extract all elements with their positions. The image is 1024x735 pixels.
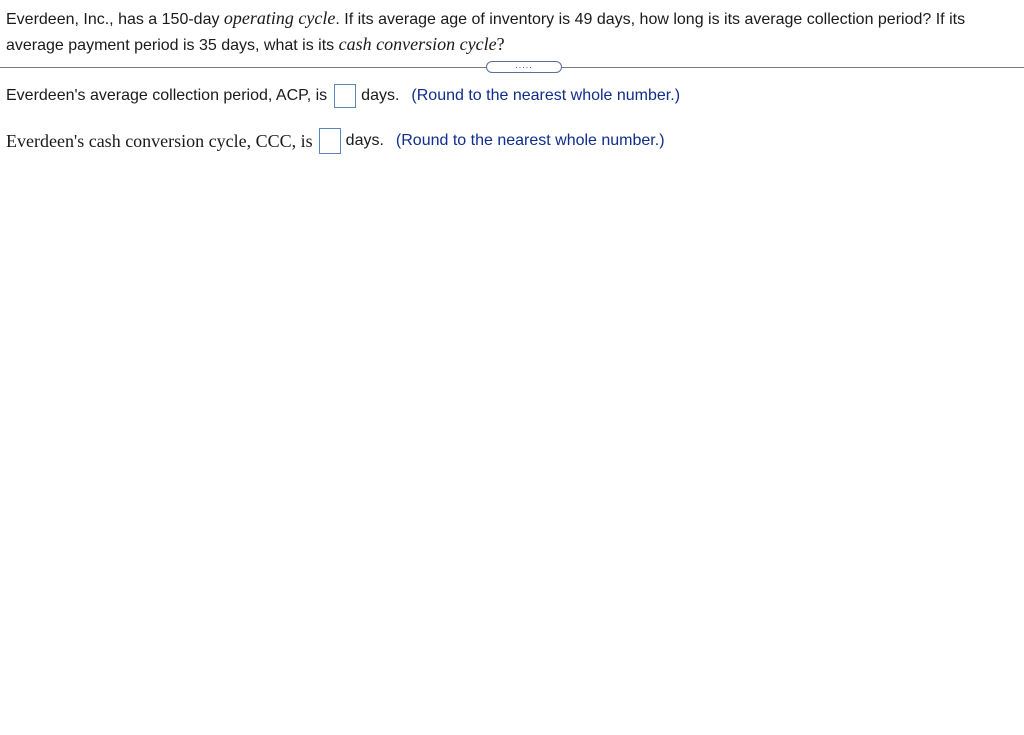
ellipsis-icon: ..... — [515, 60, 533, 70]
ccc-unit: days. — [345, 132, 384, 149]
acp-rounding-hint: (Round to the nearest whole number.) — [411, 87, 681, 104]
expand-collapse-handle[interactable] — [486, 61, 562, 73]
acp-unit: days. — [361, 87, 400, 104]
term-operating-cycle: operating cycle — [223, 8, 336, 28]
ccc-prompt: Everdeen's cash conversion cycle, CCC, is — [6, 130, 313, 151]
ccc-answer-row — [6, 128, 665, 154]
acp-answer-input[interactable] — [334, 84, 356, 108]
term-cash-conversion-cycle: cash conversion cycle — [338, 34, 497, 54]
ccc-answer-input[interactable] — [319, 128, 341, 154]
acp-answer-row — [6, 84, 680, 108]
ccc-rounding-hint: (Round to the nearest whole number.) — [395, 132, 665, 149]
question-part-1: Everdeen, Inc., has a 150-day — [6, 11, 224, 28]
acp-prompt: Everdeen's average collection period, ACP, is — [6, 87, 328, 104]
question-part-2: . If its average age of inventory is 49 days, how long is its average collection period? If its average payment period is 35 days, what is its — [6, 11, 966, 54]
question-part-3: ? — [496, 34, 505, 54]
question-text — [6, 6, 1022, 58]
